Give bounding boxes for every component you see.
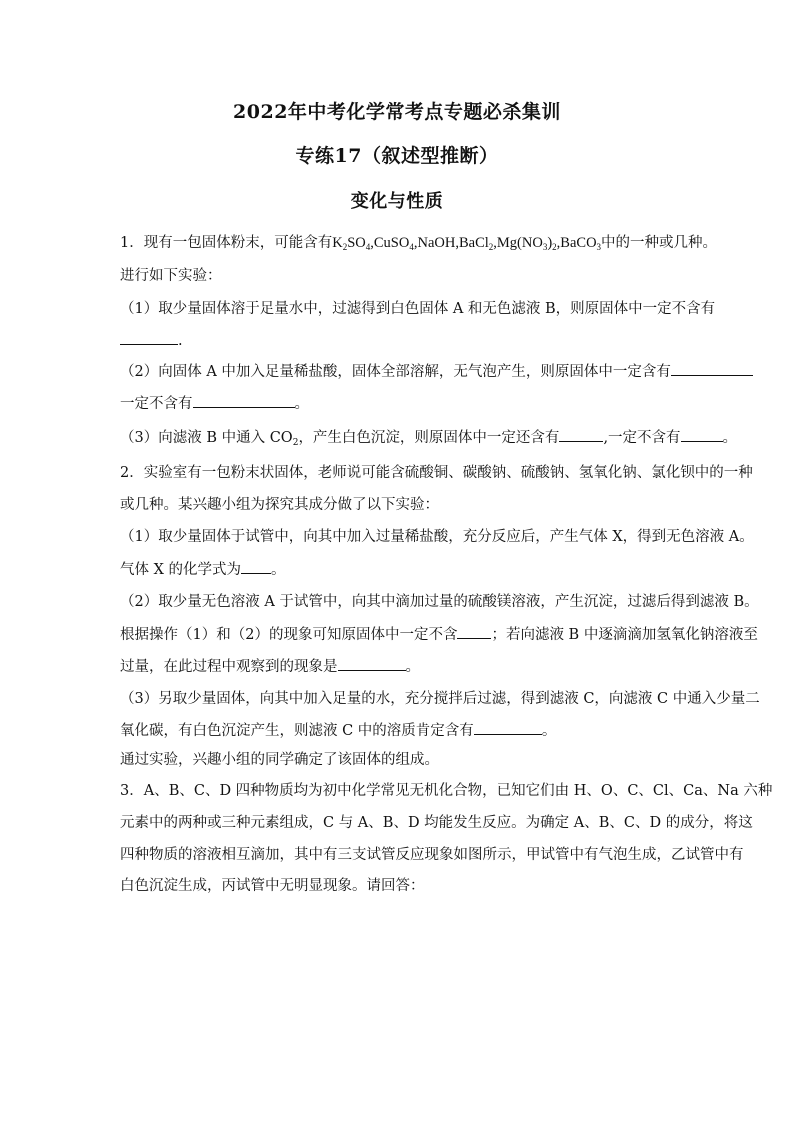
q3-line-3: 四种物质的溶液相互滴加，其中有三支试管反应现象如图所示，甲试管中有气泡生成，乙试管中有	[120, 847, 744, 863]
answer-blank[interactable]	[559, 427, 603, 442]
answer-blank[interactable]	[681, 427, 723, 442]
q2-part-3: （3）另取少量固体，向其中加入足量的水，充分搅拌后过滤，得到滤液 C，向滤液 C 中通入少量二	[120, 691, 760, 707]
page-title: 2022年中考化学常考点专题必杀集训	[233, 101, 561, 123]
answer-blank[interactable]	[241, 559, 271, 574]
q1-part-2: （2）向固体 A 中加入足量稀盐酸，固体全部溶解，无气泡产生，则原固体中一定含有	[120, 361, 700, 382]
answer-blank[interactable]	[193, 393, 295, 408]
q2-conclusion: 通过实验，兴趣小组的同学确定了该固体的组成。	[120, 752, 439, 768]
answer-blank[interactable]	[457, 624, 491, 639]
answer-blank[interactable]	[120, 330, 178, 345]
q2-part-2-cont: 根据操作（1）和（2）的现象可知原固体中一定不含 ；若向滤液 B 中逐滴滴加氢氧化钠溶液至	[120, 624, 700, 645]
q2-line-2: 或几种。某兴趣小组为探究其成分做了以下实验：	[120, 497, 439, 513]
q1-line-2: 进行如下实验：	[120, 268, 222, 284]
q2-part-2-cont-2: 过量，在此过程中观察到的现象是 。	[120, 656, 700, 677]
q2-part-2: （2）取少量无色溶液 A 于试管中，向其中滴加过量的硫酸镁溶液，产生沉淀，过滤后得到滤液 B。	[120, 594, 759, 610]
q1-part-1-answer: .	[120, 330, 700, 351]
answer-blank[interactable]	[474, 720, 542, 735]
q3-line-2: 元素中的两种或三种元素组成，C 与 A、B、D 均能发生反应。为确定 A、B、C、D 的成分，将这	[120, 815, 753, 831]
q1-formula-list: $K_2SO_4,CuSO_4,NaOH,BaCl_2,Mg(NO_3)_2,BaCO_3$	[332, 235, 602, 252]
answer-blank[interactable]	[671, 361, 753, 376]
section-heading: 变化与性质	[350, 191, 444, 212]
q2-part-1: （1）取少量固体于试管中，向其中加入过量稀盐酸，充分反应后，产生气体 X，得到无色溶液 A。	[120, 529, 754, 545]
q2-part-1-cont: 气体 X 的化学式为 。	[120, 559, 700, 580]
q1-part-2-cont: 一定不含有 。	[120, 393, 700, 414]
q2-part-3-cont: 氧化碳，有白色沉淀产生，则滤液 C 中的溶质肯定含有 。	[120, 720, 700, 741]
page-subtitle: 专练17（叙述型推断）	[295, 145, 499, 167]
q3-line-1: 3．A、B、C、D 四种物质均为初中化学常见无机化合物，已知它们由 H、O、C、Cl、Ca、Na 六种	[120, 783, 773, 799]
q1-part-3: （3）向滤液 B 中通入 $CO_2$，产生白色沉淀，则原固体中一定还含有 ,一定不含有 。	[120, 427, 700, 448]
answer-blank[interactable]	[338, 656, 406, 671]
q2-line-1: 2．实验室有一包粉末状固体，老师说可能含硫酸铜、碳酸钠、硫酸钠、氢氧化钠、氯化钡中的一种	[120, 465, 753, 481]
q3-line-4: 白色沉淀生成，丙试管中无明显现象。请回答：	[120, 878, 425, 894]
q1-part-1: （1）取少量固体溶于足量水中，过滤得到白色固体 A 和无色滤液 B，则原固体中一定不含有	[120, 301, 716, 317]
q1-line-1: 1．现有一包固体粉末，可能含有$K_2SO_4,CuSO_4,NaOH,BaCl_2,Mg(NO_3)_2,BaCO_3$中的一种或几种。	[120, 235, 718, 252]
